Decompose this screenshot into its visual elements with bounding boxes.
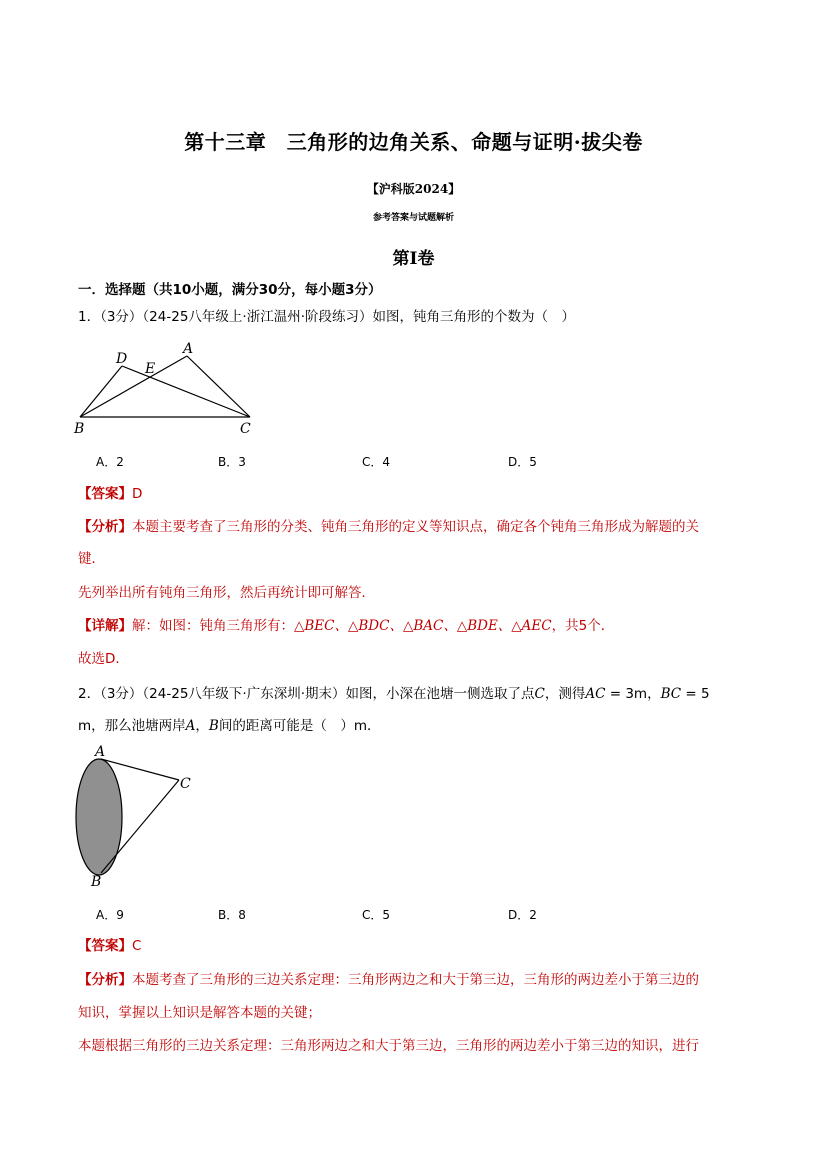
q2-analysis-cont: 知识，掌握以上知识是解答本题的关键； bbox=[78, 1005, 321, 1021]
q2-options bbox=[96, 906, 736, 924]
q2-stem-line2: m，那么池塘两岸A，B间的距离可能是（ ）m． bbox=[78, 718, 381, 734]
q2-pond bbox=[76, 759, 122, 875]
q1-analysis: 【分析】本题主要考查了三角形的分类、钝角三角形的定义等知识点，确定各个钝角三角形成为解题的关 bbox=[78, 519, 699, 535]
q1-answer: 【答案】D bbox=[78, 486, 143, 502]
q1-option-a: A．2 bbox=[96, 455, 124, 469]
q1-stem: 1．（3分）（24-25八年级上·浙江温州·阶段练习）如图，钝角三角形的个数为（ ） bbox=[78, 309, 575, 325]
q1-segment-dc bbox=[122, 366, 250, 417]
edition-label: 【沪科版2024】 bbox=[366, 182, 461, 196]
q1-segment-bd bbox=[80, 366, 122, 417]
section-heading: 一．选择题（共10小题，满分30分，每小题3分） bbox=[78, 282, 382, 298]
q1-figure bbox=[70, 338, 270, 438]
page-title: 第十三章 三角形的边角关系、命题与证明·拔尖卷 bbox=[184, 130, 643, 154]
q1-segment-ba bbox=[80, 356, 187, 417]
q2-answer: 【答案】C bbox=[78, 938, 142, 954]
q1-analysis-method: 先列举出所有钝角三角形，然后再统计即可解答． bbox=[78, 585, 375, 601]
q2-option-a: A．9 bbox=[96, 908, 124, 922]
q1-option-b: B．3 bbox=[218, 455, 246, 469]
q2-figure bbox=[70, 742, 210, 892]
q1-label-c: C bbox=[240, 421, 251, 437]
q1-label-e: E bbox=[145, 361, 156, 377]
q2-label-a: A bbox=[95, 744, 106, 760]
q1-label-d: D bbox=[116, 351, 128, 367]
q1-option-d: D．5 bbox=[508, 455, 537, 469]
q2-analysis-method: 本题根据三角形的三边关系定理：三角形两边之和大于第三边，三角形的两边差小于第三边的知识，进行 bbox=[78, 1038, 699, 1054]
q1-conclusion: 故选D． bbox=[78, 651, 129, 667]
q2-option-b: B．8 bbox=[218, 908, 246, 922]
q2-option-d: D．2 bbox=[508, 908, 537, 922]
volume-heading: 第I卷 bbox=[392, 249, 435, 269]
q2-analysis: 【分析】本题考查了三角形的三边关系定理：三角形两边之和大于第三边，三角形的两边差小于第三边的 bbox=[78, 972, 699, 988]
subtitle: 参考答案与试题解析 bbox=[372, 213, 454, 223]
q1-options bbox=[96, 453, 736, 471]
q1-detail: 【详解】解：如图：钝角三角形有：△BEC、△BDC、△BAC、△BDE、△AEC，共5个． bbox=[78, 618, 615, 634]
q1-analysis-cont: 键． bbox=[78, 551, 105, 567]
q1-option-c: C．4 bbox=[362, 455, 391, 469]
q1-label-a: A bbox=[183, 341, 194, 357]
q1-segment-ac bbox=[187, 356, 250, 417]
q2-label-c: C bbox=[180, 776, 191, 792]
q2-label-b: B bbox=[91, 874, 102, 890]
q1-label-b: B bbox=[74, 421, 85, 437]
q2-option-c: C．5 bbox=[362, 908, 391, 922]
q2-stem-line1: 2．（3分）（24-25八年级下·广东深圳·期末）如图，小深在池塘一侧选取了点C，测得AC = 3m，BC = 5 bbox=[78, 686, 710, 702]
